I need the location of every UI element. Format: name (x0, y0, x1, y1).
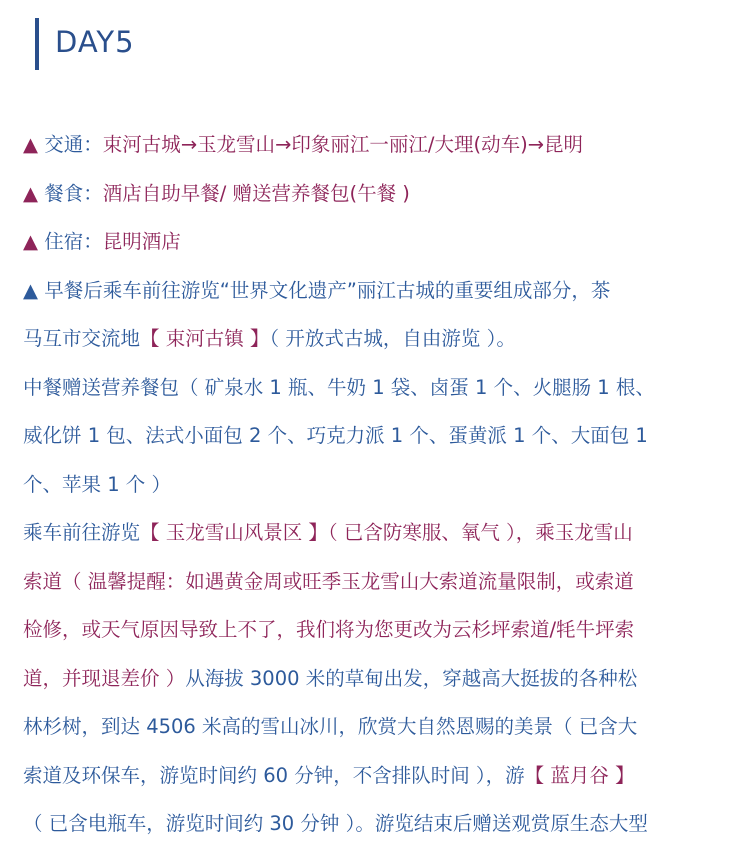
para2-line2: 威化饼 1 包、法式小面包 2 个、巧克力派 1 个、蛋黄派 1 个、大面包 1 (23, 424, 648, 447)
para3-text: 【 玉龙雪山风景区 】（ 已含防寒服、氧气 ），乘玉龙雪山 (140, 521, 633, 544)
para3-line4 (23, 661, 735, 710)
meals-line (23, 176, 735, 225)
triangle-bullet-icon: ▲ (23, 278, 38, 302)
para3-line7: （ 已含电瓶车，游览时间约 30 分钟 ）。游览结束后赠送观赏原生态大型 (23, 812, 648, 835)
transport-line (23, 127, 735, 176)
triangle-bullet-icon: ▲ (23, 230, 38, 253)
highlight-blue-moon-valley: 【 蓝月谷 】 (524, 763, 635, 787)
transport-label: 交通： (44, 133, 103, 156)
day-title: DAY5 (55, 25, 135, 59)
highlight-shuhe: 【 束河古镇 】 (140, 327, 270, 350)
para3-text: 索道及环保车，游览时间约 60 分钟，不含排队时间 ），游 (23, 763, 525, 787)
triangle-bullet-icon: ▲ (23, 181, 38, 205)
stay-line (23, 224, 735, 273)
para1-line2 (23, 321, 735, 370)
stay-label: 住宿： (44, 230, 103, 253)
para1-text: 马互市交流地 (23, 327, 141, 350)
triangle-bullet-icon: ▲ (23, 133, 38, 156)
para1-line1 (23, 273, 735, 322)
accent-bar (35, 18, 39, 70)
para3-text: 道，并现退差价 ） (23, 666, 186, 690)
para1-text: （ 开放式古城，自由游览 ）。 (269, 327, 516, 350)
para2-line3: 个、苹果 1 个 ） (23, 472, 172, 496)
meals-label: 餐食： (44, 181, 103, 205)
itinerary-content (23, 127, 735, 855)
para3-line5: 林杉树，到达 4506 米高的雪山冰川，欣赏大自然恩赐的美景（ 已含大 (23, 715, 638, 738)
para3-line1 (23, 515, 735, 564)
para3-text: 从海拔 3000 米的草甸出发，穿越高大挺拔的各种松 (185, 666, 638, 690)
para3-line3: 检修，或天气原因导致上不了，我们将为您更改为云杉坪索道/牦牛坪索 (23, 618, 635, 641)
para3-text: 乘车前往游览 (23, 521, 141, 544)
para2-line1: 中餐赠送营养餐包（ 矿泉水 1 瓶、牛奶 1 袋、卤蛋 1 个、火腿肠 1 根、 (23, 375, 655, 399)
para1-text: 早餐后乘车前往游览“世界文化遗产”丽江古城的重要组成部分，茶 (44, 278, 611, 302)
meals-value: 酒店自助早餐/ 赠送营养餐包(午餐 ) (102, 181, 410, 205)
para3-line2: 索道（ 温馨提醒：如遇黄金周或旺季玉龙雪山大索道流量限制，或索道 (23, 569, 634, 593)
stay-value: 昆明酒店 (102, 230, 181, 253)
transport-value: 束河古城→玉龙雪山→印象丽江一丽江/大理(动车)→昆明 (102, 133, 584, 156)
para3-line6 (23, 758, 735, 807)
